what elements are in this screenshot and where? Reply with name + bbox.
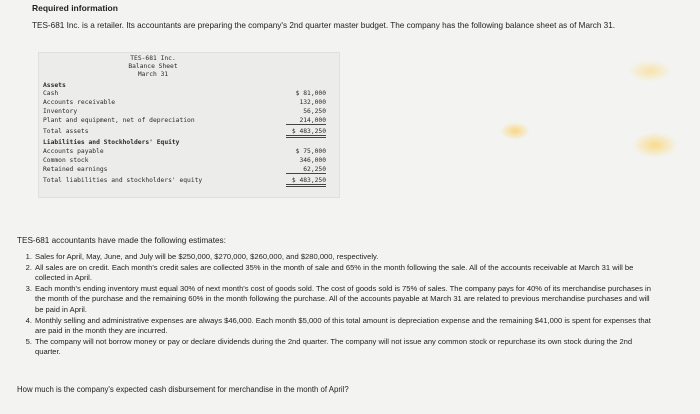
asset-label: Accounts receivable: [43, 99, 116, 106]
item-text: The company will not borrow money or pay or declare dividends during the 2nd quarter. The company will not issue any common stock or repurchase its own stock during the 2nd quarter.: [35, 336, 633, 357]
list-item: [20, 337, 656, 358]
light-glare: [632, 132, 678, 158]
asset-label: Plant and equipment, net of depreciation: [43, 117, 195, 124]
header-title: Required information: [32, 3, 118, 13]
asset-amount: 132,000: [299, 99, 326, 106]
item-text: Monthly selling and administrative expenses are always $46,000. Each month $5,000 of this total amount is depreciation expense and the remaining $41,000 is spent for expenses that are paid in the month they are incurred.: [35, 315, 651, 335]
item-number: 2.: [25, 262, 32, 272]
list-item: [20, 316, 656, 337]
item-text: Each month's ending inventory must equal 30% of next month's cost of goods sold. The cost of goods sold is 75% of sales. The company pays for 40% of its merchandise purchases in the month of the purchase and the remaining 60% in the month following the purchase. All of the accounts payable at March 31 are related to previous merchandise purchases and will be paid in April.: [35, 284, 651, 314]
total-assets-amount: $ 483,250: [286, 128, 326, 138]
asset-label: Inventory: [43, 108, 78, 115]
list-item: [20, 284, 656, 315]
asset-label: Cash: [43, 90, 59, 97]
list-item: [20, 252, 656, 262]
balance-sheet: [38, 52, 340, 198]
item-number: 5.: [25, 336, 32, 346]
liabilities-heading: Liabilities and Stockholders' Equity: [43, 139, 180, 146]
item-text: All sales are on credit. Each month's credit sales are collected 35% in the month of sale and 65% in the month following the sale. All of the accounts receivable at March 31 will be collected in April.: [35, 262, 634, 283]
question-text: How much is the company's expected cash disbursement for merchandise in the month of April?: [17, 385, 349, 394]
liability-amount: 62,250: [286, 166, 326, 174]
liability-amount: 346,000: [299, 157, 326, 164]
intro-paragraph: TES-681 Inc. is a retailer. Its accountants are preparing the company's 2nd quarter master budget. The company has the following balance sheet as of March 31.: [32, 21, 616, 30]
asset-amount: 214,000: [286, 117, 326, 125]
liability-label: Common stock: [43, 157, 89, 164]
light-glare: [628, 60, 672, 82]
total-liabilities-amount: $ 483,250: [286, 177, 326, 187]
item-number: 3.: [25, 284, 32, 294]
asset-amount: 56,250: [303, 108, 326, 115]
asset-amount: $ 81,000: [295, 90, 326, 97]
estimates-list: [20, 252, 656, 358]
liability-label: Accounts payable: [43, 148, 104, 155]
statement-date: March 31: [137, 71, 169, 78]
list-item: [20, 263, 656, 284]
company-name: TES-681 Inc.: [130, 55, 176, 62]
statement-title: Balance Sheet: [128, 63, 178, 70]
item-number: 4.: [25, 315, 32, 325]
total-assets-label: Total assets: [43, 128, 89, 135]
assets-heading: Assets: [43, 82, 66, 89]
item-text: Sales for April, May, June, and July will be $250,000, $270,000, $260,000, and $280,000, respectively.: [35, 252, 379, 261]
item-number: 1.: [25, 252, 32, 261]
estimates-intro: TES-681 accountants have made the following estimates:: [17, 236, 226, 245]
total-liabilities-label: Total liabilities and stockholders' equity: [43, 177, 203, 184]
liability-label: Retained earnings: [43, 166, 108, 173]
balance-sheet-header: [39, 55, 267, 79]
liability-amount: $ 75,000: [295, 148, 326, 155]
light-glare: [500, 122, 530, 140]
